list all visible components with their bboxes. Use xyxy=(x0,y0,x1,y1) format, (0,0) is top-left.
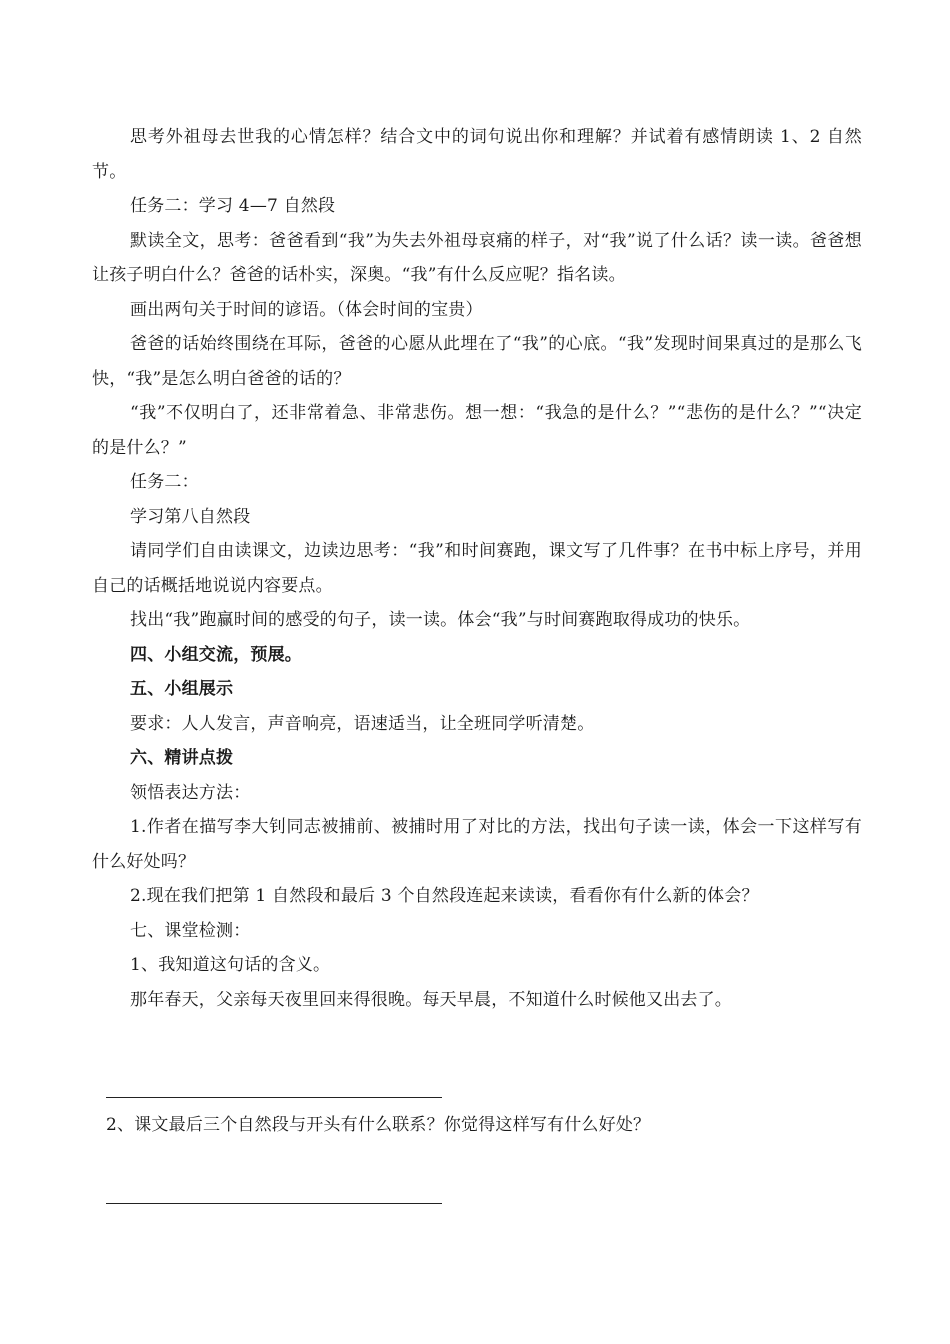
question-2: 2、课文最后三个自然段与开头有什么联系？你觉得这样写有什么好处？ xyxy=(106,1115,651,1135)
paragraph-task2-heading: 任务二：学习 4—7 自然段 xyxy=(130,196,336,216)
paragraph-father-words: 爸爸的话始终围绕在耳际，爸爸的心愿从此埋在了“我”的心底。“我”发现时间果真过的是那么飞快，“我”是怎么明白爸爸的话的？ xyxy=(92,334,862,389)
paragraph-think: “我”不仅明白了，还非常着急、非常悲伤。想一想：“我急的是什么？”“悲伤的是什么？”“决定的是什么？” xyxy=(92,403,862,458)
heading-group-exchange: 四、小组交流，预展。 xyxy=(130,644,302,665)
document-body xyxy=(92,120,862,1017)
answer-line-1[interactable] xyxy=(106,1097,442,1098)
paragraph-quote: 那年春天，父亲每天夜里回来得很晚。每天早晨，不知道什么时候他又出去了。 xyxy=(130,989,732,1010)
paragraph-requirements: 要求：人人发言，声音响亮，语速适当，让全班同学听清楚。 xyxy=(130,713,595,734)
paragraph-point-2: 2.现在我们把第 1 自然段和最后 3 个自然段连起来读读，看看你有什么新的体会？ xyxy=(130,886,759,906)
answer-line-2[interactable] xyxy=(106,1203,442,1204)
paragraph-test-item-1: 1、我知道这句话的含义。 xyxy=(130,955,331,975)
paragraph-task2-label: 任务二： xyxy=(130,472,199,492)
paragraph-reflection: 思考外祖母去世我的心情怎样？结合文中的词句说出你和理解？并试着有感情朗读 1、2 自然节。 xyxy=(92,127,862,182)
heading-class-test: 七、课堂检测： xyxy=(130,920,251,941)
paragraph-free-reading: 请同学们自由读课文，边读边思考：“我”和时间赛跑，课文写了几件事？在书中标上序号，并用自己的话概括地说说内容要点。 xyxy=(92,541,862,596)
paragraph-expression-method: 领悟表达方法： xyxy=(130,782,251,803)
paragraph-section8: 学习第八自然段 xyxy=(130,506,251,527)
heading-key-points: 六、精讲点拨 xyxy=(130,748,234,768)
paragraph-silent-reading: 默读全文，思考：爸爸看到“我”为失去外祖母哀痛的样子，对“我”说了什么话？读一读。爸爸想让孩子明白什么？爸爸的话朴实，深奥。“我”有什么反应呢？指名读。 xyxy=(92,230,862,285)
paragraph-point-1: 1.作者在描写李大钊同志被捕前、被捕时用了对比的方法，找出句子读一读，体会一下这样写有什么好处吗？ xyxy=(92,817,862,872)
paragraph-find-sentences: 找出“我”跑赢时间的感受的句子，读一读。体会“我”与时间赛跑取得成功的快乐。 xyxy=(130,610,751,630)
heading-group-display: 五、小组展示 xyxy=(130,679,234,699)
paragraph-proverbs: 画出两句关于时间的谚语。（体会时间的宝贵） xyxy=(130,299,483,320)
